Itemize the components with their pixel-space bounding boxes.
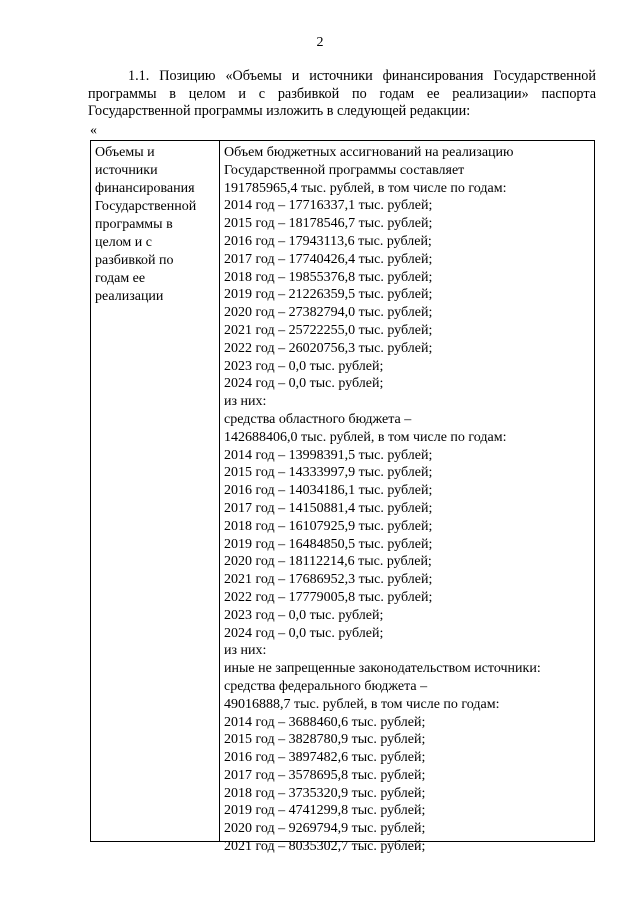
right-cell-line: 2023 год – 0,0 тыс. рублей; — [224, 607, 384, 623]
right-cell-line: Государственной программы составляет — [224, 162, 465, 178]
right-cell-line: 2016 год – 14034186,1 тыс. рублей; — [224, 483, 433, 499]
intro-paragraph — [88, 68, 596, 121]
left-cell-line: целом и с — [95, 235, 152, 250]
right-cell-line: 2020 год – 27382794,0 тыс. рублей; — [224, 305, 433, 321]
right-cell-line: 2020 год – 9269794,9 тыс. рублей; — [224, 821, 426, 837]
right-cell-line: 2016 год – 17943113,6 тыс. рублей; — [224, 233, 432, 249]
right-cell-line: 2022 год – 17779005,8 тыс. рублей; — [224, 589, 433, 605]
table-column-divider — [219, 140, 220, 842]
right-cell-line: 2024 год – 0,0 тыс. рублей; — [224, 376, 384, 392]
opening-quote-mark: « — [90, 123, 97, 138]
right-cell-line: 2014 год – 13998391,5 тыс. рублей; — [224, 447, 433, 463]
right-cell-line: Объем бюджетных ассигнований на реализацию — [224, 145, 514, 160]
right-cell-line: 2015 год – 18178546,7 тыс. рублей; — [224, 216, 433, 232]
right-cell-line: 2021 год – 25722255,0 тыс. рублей; — [224, 322, 433, 338]
page-number: 2 — [316, 35, 324, 50]
right-cell-line: 2017 год – 3578695,8 тыс. рублей; — [224, 767, 426, 783]
table-left-cell — [95, 144, 215, 306]
right-cell-line: 49016888,7 тыс. рублей, в том числе по годам: — [224, 696, 500, 712]
right-cell-line: 2017 год – 14150881,4 тыс. рублей; — [224, 500, 433, 516]
right-cell-line: 142688406,0 тыс. рублей, в том числе по годам: — [224, 429, 507, 445]
right-cell-line: 2019 год – 21226359,5 тыс. рублей; — [224, 287, 433, 303]
right-cell-line: 2021 год – 8035302,7 тыс. рублей; — [224, 839, 426, 855]
left-cell-line: Объемы и — [95, 145, 155, 160]
left-cell-line: реализации — [95, 289, 164, 304]
right-cell-line: из них: — [224, 643, 267, 659]
right-cell-line: 2019 год – 4741299,8 тыс. рублей; — [224, 803, 426, 819]
left-cell-line: источники — [95, 163, 158, 178]
right-cell-line: 2018 год – 19855376,8 тыс. рублей; — [224, 269, 433, 285]
intro-line-2: программы в целом и с разбивкой по годам ее реализации» паспорта — [88, 85, 596, 102]
right-cell-line: 2022 год – 26020756,3 тыс. рублей; — [224, 340, 433, 356]
right-cell-line: 2024 год – 0,0 тыс. рублей; — [224, 625, 384, 641]
right-cell-line: 2023 год – 0,0 тыс. рублей; — [224, 358, 384, 374]
right-cell-line: 2020 год – 18112214,6 тыс. рублей; — [224, 554, 432, 570]
right-cell-line: 2018 год – 3735320,9 тыс. рублей; — [224, 785, 426, 801]
right-cell-line: из них: — [224, 394, 267, 410]
right-cell-line: средства федерального бюджета – — [224, 678, 428, 694]
left-cell-line: разбивкой по — [95, 253, 174, 268]
left-cell-line: годам ее — [95, 271, 146, 286]
right-cell-line: 2016 год – 3897482,6 тыс. рублей; — [224, 750, 426, 766]
intro-line-1: 1.1. Позицию «Объемы и источники финансирования Государственной — [128, 68, 596, 84]
right-cell-line: 191785965,4 тыс. рублей, в том числе по годам: — [224, 180, 507, 196]
left-cell-line: программы в — [95, 217, 173, 232]
right-cell-line: 2021 год – 17686952,3 тыс. рублей; — [224, 572, 433, 588]
right-cell-line: 2014 год – 3688460,6 тыс. рублей; — [224, 714, 426, 730]
right-cell-line: 2015 год – 3828780,9 тыс. рублей; — [224, 732, 426, 748]
right-cell-line: средства областного бюджета – — [224, 411, 412, 427]
right-cell-line: 2018 год – 16107925,9 тыс. рублей; — [224, 518, 433, 534]
left-cell-line: финансирования — [95, 181, 195, 196]
right-cell-line: 2014 год – 17716337,1 тыс. рублей; — [224, 198, 433, 214]
table-right-cell — [224, 144, 592, 856]
right-cell-line: иные не запрещенные законодательством источники: — [224, 661, 541, 677]
left-cell-line: Государственной — [95, 199, 197, 214]
right-cell-line: 2019 год – 16484850,5 тыс. рублей; — [224, 536, 433, 552]
right-cell-line: 2017 год – 17740426,4 тыс. рублей; — [224, 251, 433, 267]
right-cell-line: 2015 год – 14333997,9 тыс. рублей; — [224, 465, 433, 481]
intro-line-3: Государственной программы изложить в следующей редакции: — [88, 103, 471, 119]
